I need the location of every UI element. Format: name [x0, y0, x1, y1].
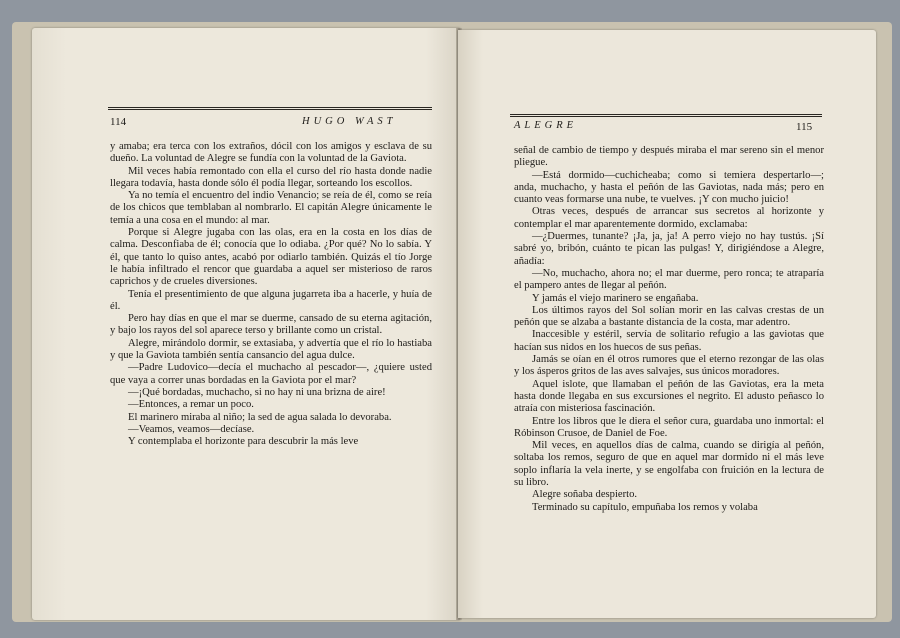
paragraph: Mil veces había remontado con ella el curso del río hasta donde nadie llegara todavía, hasta donde sólo él podía llegar, sorteando los escollos. — [110, 165, 432, 189]
paragraph: Entre los libros que le diera el señor cura, guardaba uno inmortal: el Róbinson Crusoe, de Daniel de Foe. — [514, 415, 824, 439]
left-running-head: HUGO WAST — [302, 116, 397, 127]
left-page-number: 114 — [110, 116, 127, 128]
paragraph: —¿Duermes, tunante? ¡Ja, ja, ja! A perro viejo no hay tustús. ¡Sí sabré yo, bribón, cuánto te pican las pulgas! Y, dirigiéndose a Alegre, añadía: — [514, 231, 824, 267]
left-page — [32, 28, 460, 620]
paragraph: Otras veces, después de arrancar sus secretos al horizonte y contemplar el mar aparentemente dormido, exclamaba: — [514, 206, 824, 230]
paragraph: Alegre soñaba despierto. — [532, 489, 638, 501]
left-page-text — [110, 141, 432, 448]
paragraph: Mil veces, en aquellos días de calma, cuando se dirigía al peñón, soltaba los remos, seguro de que en aquel mar dormido ni el más leve soplo inflaría la vela inerte, y se engolfaba con fruición en la lectura de su libro. — [514, 440, 824, 489]
paragraph: —Está dormido—cuchicheaba; como si temiera despertarlo—; anda, muchacho, y hasta el peñón de las Gaviotas, nada más; pero en cuanto veas formarse una nube, te vuelves. ¡Y con mucho juicio! — [514, 169, 824, 206]
paragraph: El marinero miraba al niño; la sed de agua salada lo devoraba. — [128, 411, 392, 423]
paragraph: —Entonces, a remar un poco. — [128, 399, 254, 411]
paragraph: Inaccesible y estéril, servía de solitario refugio a las gaviotas que hacían sus nidos en los huecos de sus peñas. — [514, 329, 824, 353]
paragraph: Terminado su capítulo, empuñaba los remos y volaba — [532, 501, 758, 513]
right-page — [458, 30, 876, 618]
right-running-head: ALEGRE — [514, 120, 578, 131]
paragraph: señal de cambio de tiempo y después miraba el mar sereno sin el menor pliegue. — [514, 145, 824, 169]
open-book — [12, 22, 892, 622]
paragraph: —¡Qué bordadas, muchacho, si no hay ni una brizna de aire! — [128, 386, 386, 398]
paragraph: y amaba; era terca con los extraños, dócil con los amigos y esclava de su dueño. La voluntad de Alegre se fundía con la voluntad de la Gaviota. — [110, 141, 432, 165]
paragraph: Jamás se oían en él otros rumores que el eterno rezongar de las olas y los ásperos gritos de las aves salvajes, sus únicos moradores. — [514, 354, 824, 378]
right-page-number: 115 — [796, 121, 813, 133]
right-page-text — [514, 145, 824, 514]
paragraph: —No, muchacho, ahora no; el mar duerme, pero ronca; te atraparía el pampero antes de llegar al peñón. — [514, 267, 824, 292]
paragraph: Y jamás el viejo marinero se engañaba. — [532, 292, 699, 304]
paragraph: —Veamos, veamos—decíase. — [128, 423, 255, 435]
header-rule — [108, 107, 432, 110]
paragraph: —Padre Ludovico—decía el muchacho al pescador—, ¿quiere usted que vaya a correr unas bordadas en la Gaviota por el mar? — [110, 362, 432, 386]
paragraph: Aquel islote, que llamaban el peñón de las Gaviotas, era la meta hasta donde llegaba en sus excursiones el negrito. El adusto peñasco lo atraía con misteriosa fascinación. — [514, 378, 824, 415]
paragraph: Ya no temía el encuentro del indio Venancio; se reía de él, como se reía de los chicos que temblaban al nombrarlo. El capitán Alegre únicamente le temía a una cosa en el mundo: al mar. — [110, 190, 432, 226]
header-rule — [510, 114, 822, 117]
paragraph: Los últimos rayos del Sol solían morir en las calvas crestas de un peñón que se alzaba a bastante distancia de la costa, mar adentro. — [514, 304, 824, 329]
paragraph: Porque si Alegre jugaba con las olas, era en la costa en los días de calma. Desconfiaba de él; conocía que lo odiaba. ¿Por qué? No lo sabía. Y él, que tanto lo quiso antes, acabó por odiarlo también. Quizás el tío Jorge le había infiltrado el rencor que guardaba a aquel ser misterioso de raros caprichos y de crueles diversiones. — [110, 227, 432, 288]
paragraph: Tenía el presentimiento de que alguna jugarreta iba a hacerle, y huía de él. — [110, 288, 432, 312]
paragraph: Y contemplaba el horizonte para descubrir la más leve — [128, 436, 359, 448]
paragraph: Pero hay días en que el mar se duerme, cansado de su eterna agitación, y bajo los rayos del sol aparece terso y brillante como un cristal. — [110, 313, 432, 337]
paragraph: Alegre, mirándolo dormir, se extasiaba, y advertía que el río lo hastiaba y que la Gaviota también sentía cansancio del agua dulce. — [110, 337, 432, 362]
